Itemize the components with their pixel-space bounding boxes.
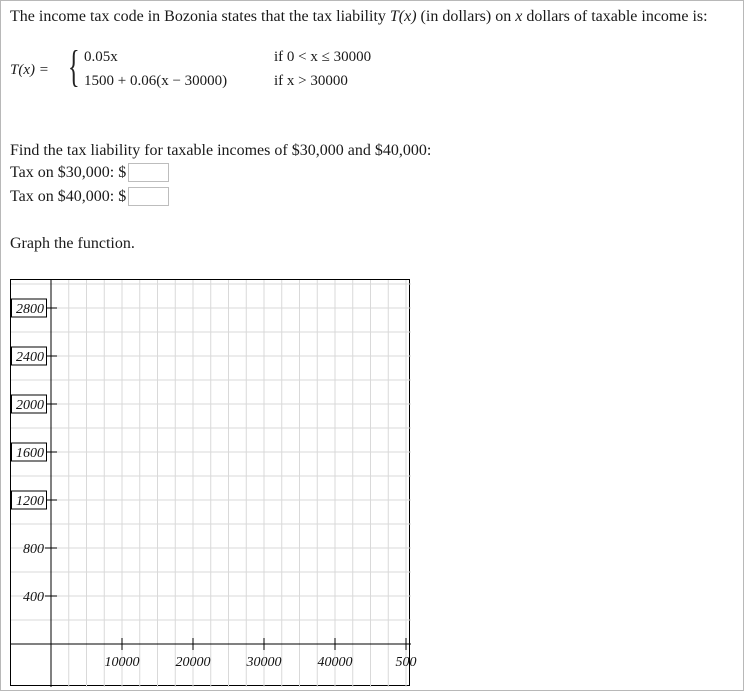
x-tick-label: 500 (395, 655, 417, 670)
intro-text-3: dollars of taxable income is: (522, 8, 708, 25)
x-tick-label: 10000 (104, 655, 140, 670)
intro-function: T(x) (389, 8, 417, 25)
case2-expression: 1500 + 0.06(x − 30000) (84, 73, 228, 89)
y-tick-label: 2000 (16, 398, 44, 413)
y-tick-label: 2800 (16, 302, 44, 317)
intro-text-2: (in dollars) on (416, 8, 516, 25)
intro-text-1: The income tax code in Bozonia states that the tax liability (10, 8, 390, 25)
problem-intro (10, 8, 708, 26)
x-tick-label: 30000 (246, 655, 282, 670)
tax-30000-input[interactable] (128, 163, 169, 182)
graph-canvas[interactable] (10, 279, 417, 686)
intro-variable: x (515, 8, 523, 25)
piecewise-brace: { (68, 42, 80, 91)
y-tick-label: 1600 (16, 446, 44, 461)
tax-30000-label: Tax on $30,000: $ (10, 163, 127, 181)
y-tick-label: 800 (23, 542, 44, 557)
case1-condition: if 0 < x ≤ 30000 (274, 49, 372, 65)
question-instruction: Find the tax liability for taxable incomes of $30,000 and $40,000: (10, 142, 432, 159)
case1-expression: 0.05x (84, 49, 118, 65)
x-tick-label: 20000 (175, 655, 211, 670)
tax-40000-row (10, 187, 169, 206)
tax-40000-label: Tax on $40,000: $ (10, 187, 127, 205)
tax-30000-row (10, 163, 169, 182)
case2-condition: if x > 30000 (274, 73, 348, 89)
y-tick-label: 2400 (16, 350, 44, 365)
y-tick-label: 400 (23, 590, 44, 605)
graph-instruction: Graph the function. (10, 235, 135, 252)
tax-40000-input[interactable] (128, 187, 169, 206)
graph-svg[interactable] (11, 280, 417, 687)
y-tick-label: 1200 (16, 494, 44, 509)
definition-lhs: T(x) = (10, 62, 49, 78)
x-tick-label: 40000 (317, 655, 353, 670)
